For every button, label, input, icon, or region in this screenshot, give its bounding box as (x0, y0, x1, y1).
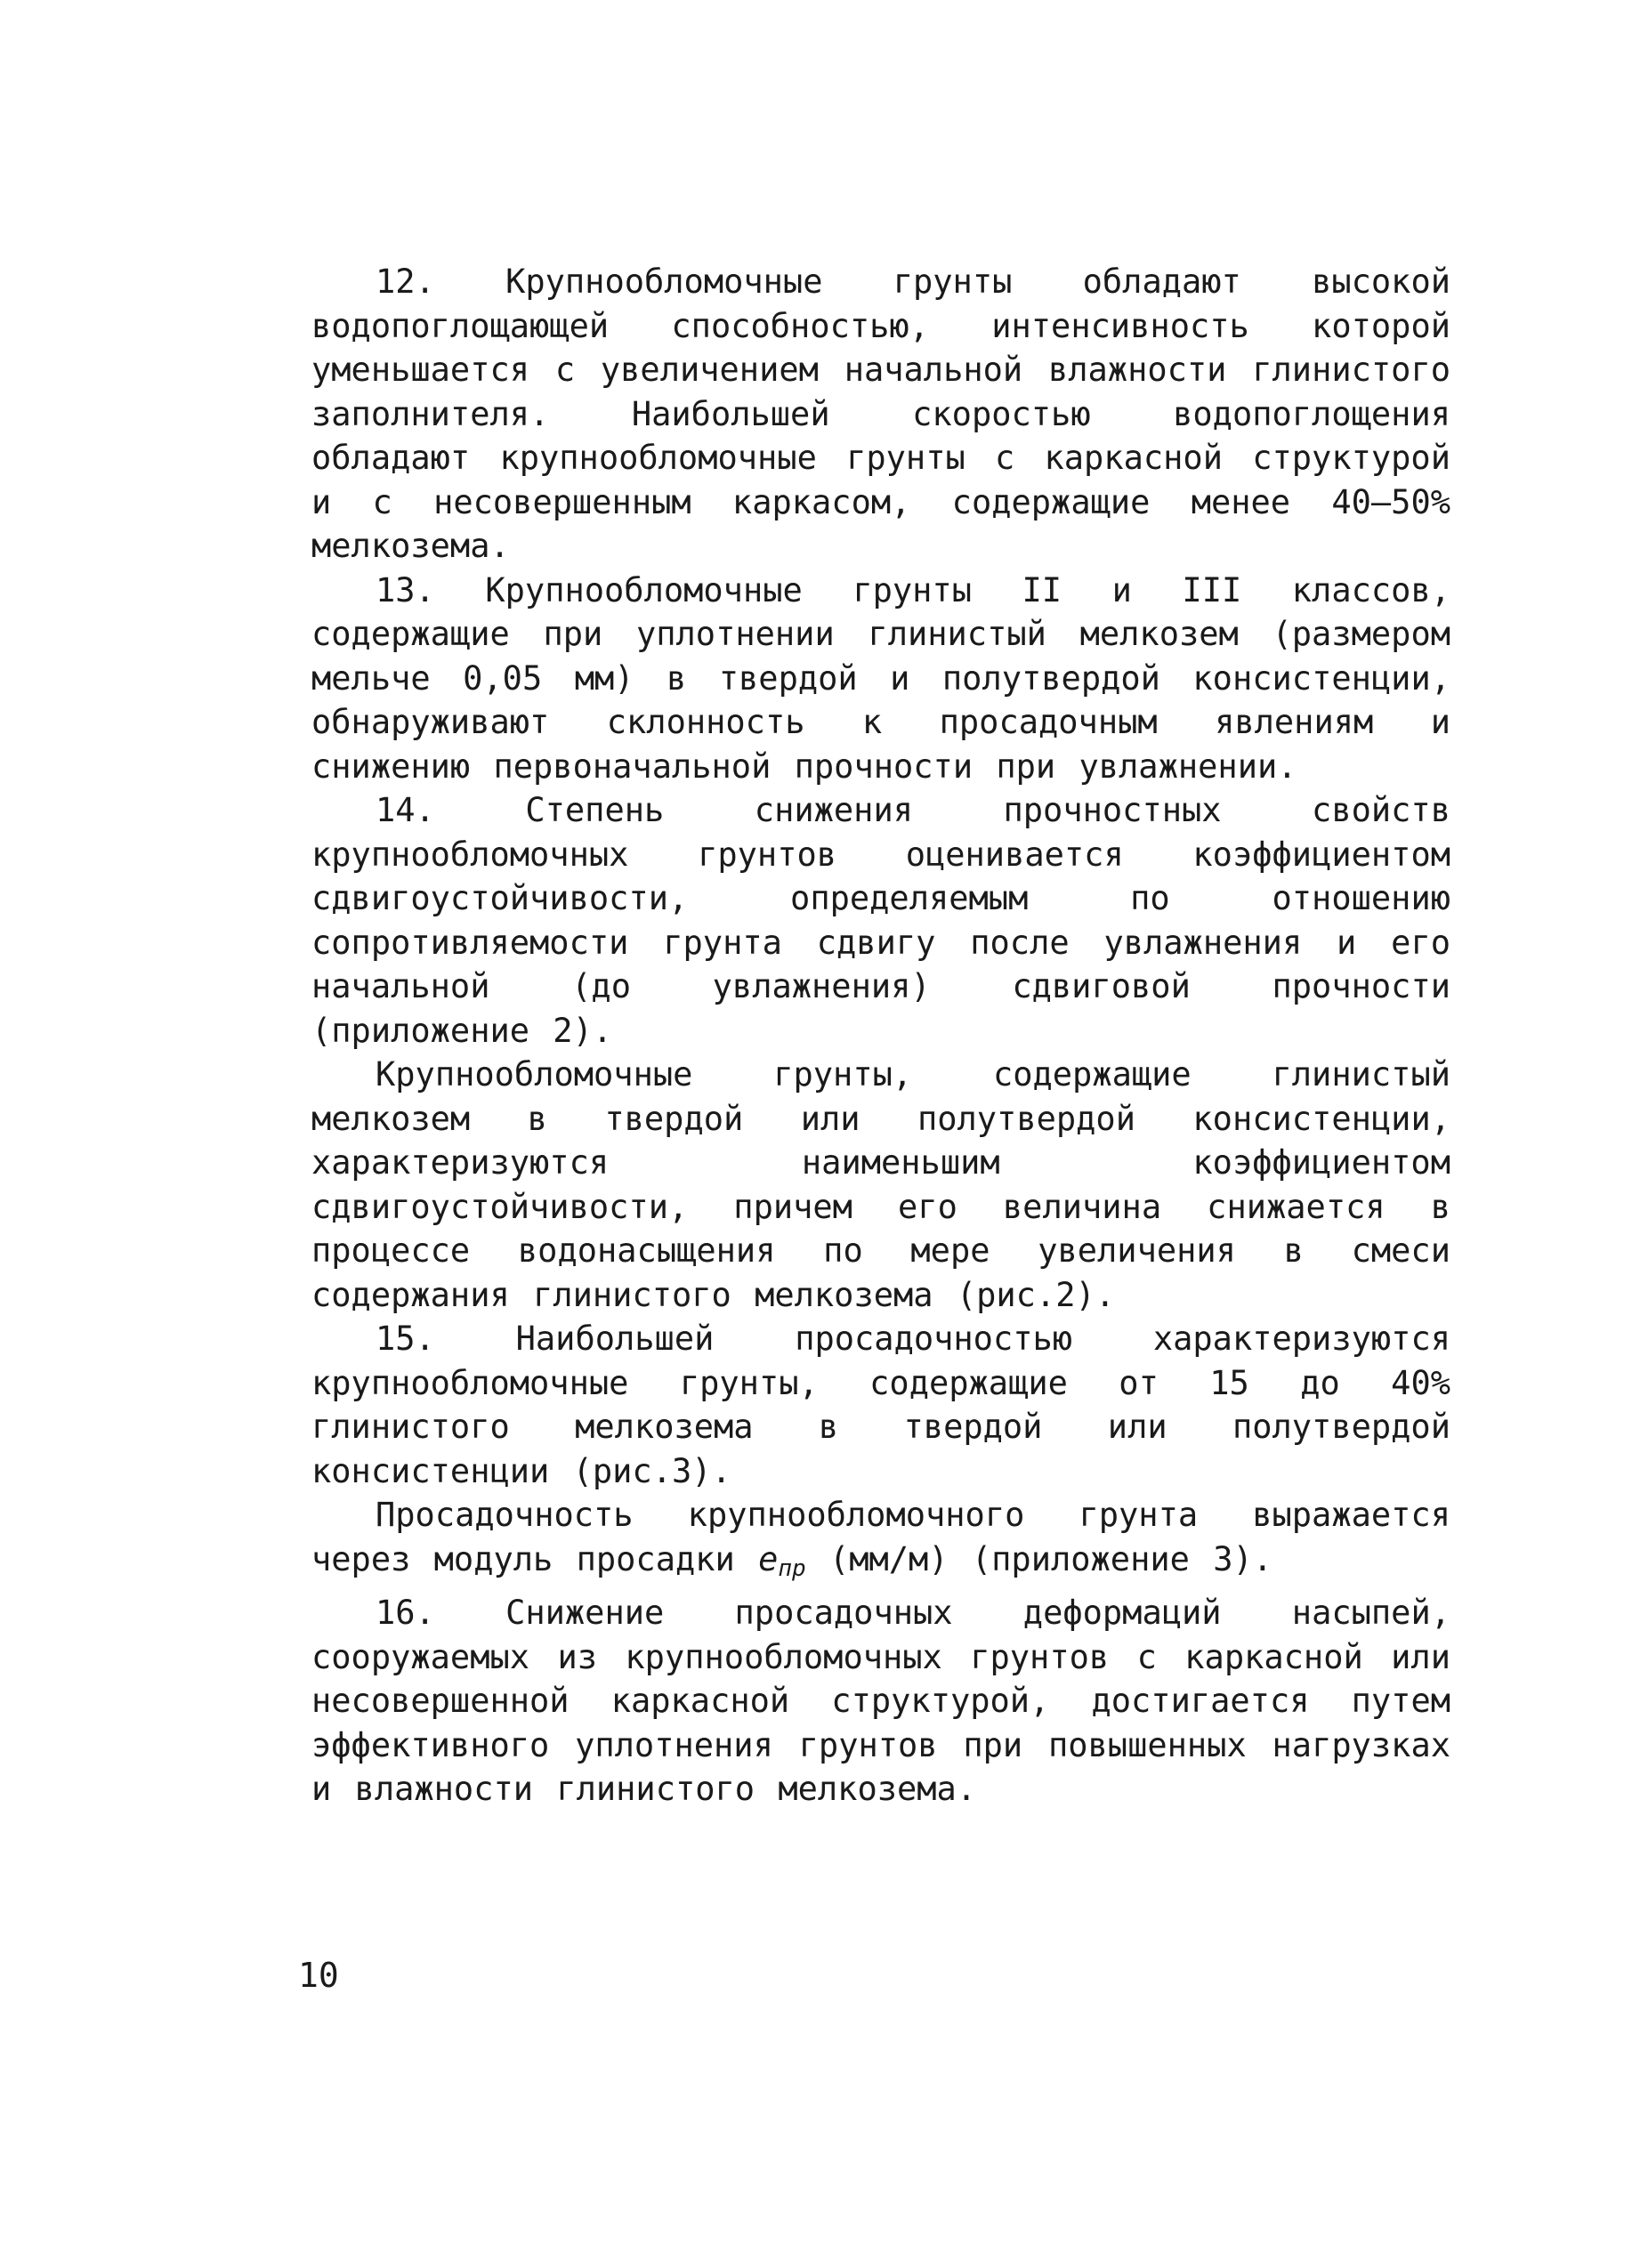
paragraph-12: 12. Крупнообломочные грунты обладают высокой водопоглощающей способностью, интенсивность которой уменьшается с увеличением начальной влажности глинистого заполнителя. Наибольшей скоростью водопоглощения обладают крупнообломочные грунты с каркасной структурой и с несовершенным каркасом, содержащие менее 40–50% мелкозема. (311, 262, 1450, 565)
modulus-text-after: (мм/м) (приложение 3). (805, 1539, 1273, 1578)
paragraph-16: 16. Снижение просадочных деформаций насыпей, сооружаемых из крупнообломочных грунтов с каркасной или несовершенной каркасной структурой, достигается путем эффективного уплотнения грунтов при повышенных нагрузках и влажности глинистого мелкозема. (311, 1594, 1450, 1808)
paragraph-15: 15. Наибольшей просадочностью характеризуются крупнообломочные грунты, содержащие от 15 до 40% глинистого мелкозема в твердой или полутвердой консистенции (рис.3). (311, 1320, 1450, 1490)
paragraph-14-continued: Крупнообломочные грунты, содержащие глинистый мелкозем в твердой или полутвердой консистенции, характеризуются наименьшим коэффициентом сдвигоустойчивости, причем его величина снижается в процессе водонасыщения по мере увеличения в смеси содержания глинистого мелкозема (рис.2). (311, 1055, 1450, 1314)
paragraph-modulus (311, 1493, 1450, 1591)
paragraph-13: 13. Крупнообломочные грунты II и III классов, содержащие при уплотнении глинистый мелкозем (размером мельче 0,05 мм) в твердой и полутвердой консистенции, обнаруживают склонность к просадочным явлениям и снижению первоначальной прочности при увлажнении. (311, 570, 1450, 786)
modulus-symbol: e (758, 1539, 779, 1578)
body-text (311, 260, 1450, 1812)
page-number: 10 (298, 1956, 339, 1995)
paragraph-14: 14. Степень снижения прочностных свойств крупнообломочных грунтов оценивается коэффициентом сдвигоустойчивости, определяемым по отношению сопротивляемости грунта сдвигу после увлажнения и его начальной (до увлажнения) сдвиговой прочности (приложение 2). (311, 791, 1450, 1050)
modulus-text-before: Просадочность крупнообломочного грунта выражается через модуль просадки (311, 1496, 1450, 1578)
modulus-symbol-subscript: пр (778, 1554, 806, 1582)
